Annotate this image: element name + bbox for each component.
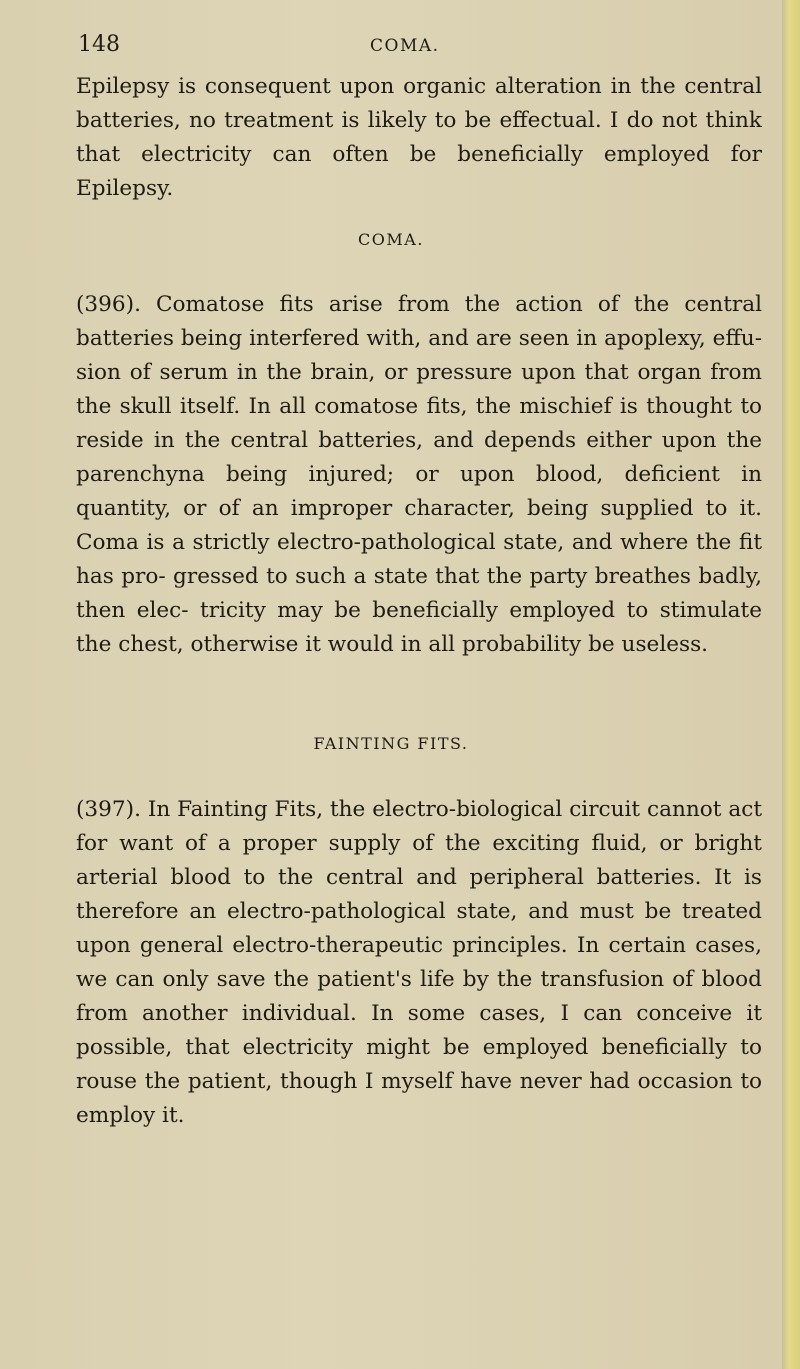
running-head: COMA. [370, 36, 440, 56]
intro-paragraph: Epilepsy is consequent upon organic alteration in the central batteries, no treatment is likely to be effectual. I do not think that electricity can often be beneficially employed for Epilepsy. [76, 74, 762, 201]
section-heading-coma: COMA. [358, 230, 424, 249]
page-edge [782, 0, 800, 1369]
paragraph-397: (397). In Fainting Fits, the electro-biological circuit cannot act for want of a proper supply of the exciting fluid, or bright arterial blood to the central and peripheral batteries. It is therefore an electro-pathological state, and must be treated upon general electro-therapeutic principles. In certain cases, we can only save the patient's life by the transfusion of blood from another individual. In some cases, I can conceive it possible, that electricity might be employed beneficially to rouse the patient, though I myself have never had occasion to employ it. [76, 797, 762, 1128]
paragraph-396: (396). Comatose fits arise from the action of the central batteries being interfered with, and are seen in apoplexy, effu- sion of serum in the brain, or pressure upon that organ from the skull itself. In all comatose fits, the mischief is thought to reside in the central batteries, and depends either upon the parenchyna being injured; or upon blood, deficient in quantity, or of an improper character, being supplied to it. Coma is a strictly electro-pathological state, and where the fit has pro- gressed to such a state that the party breathes badly, then elec- tricity may be beneficially employed to stimulate the chest, otherwise it would in all probability be useless. [76, 292, 762, 657]
page-header [78, 32, 758, 60]
page-number: 148 [78, 32, 120, 57]
section-heading-fainting-fits: FAINTING FITS. [313, 734, 469, 753]
